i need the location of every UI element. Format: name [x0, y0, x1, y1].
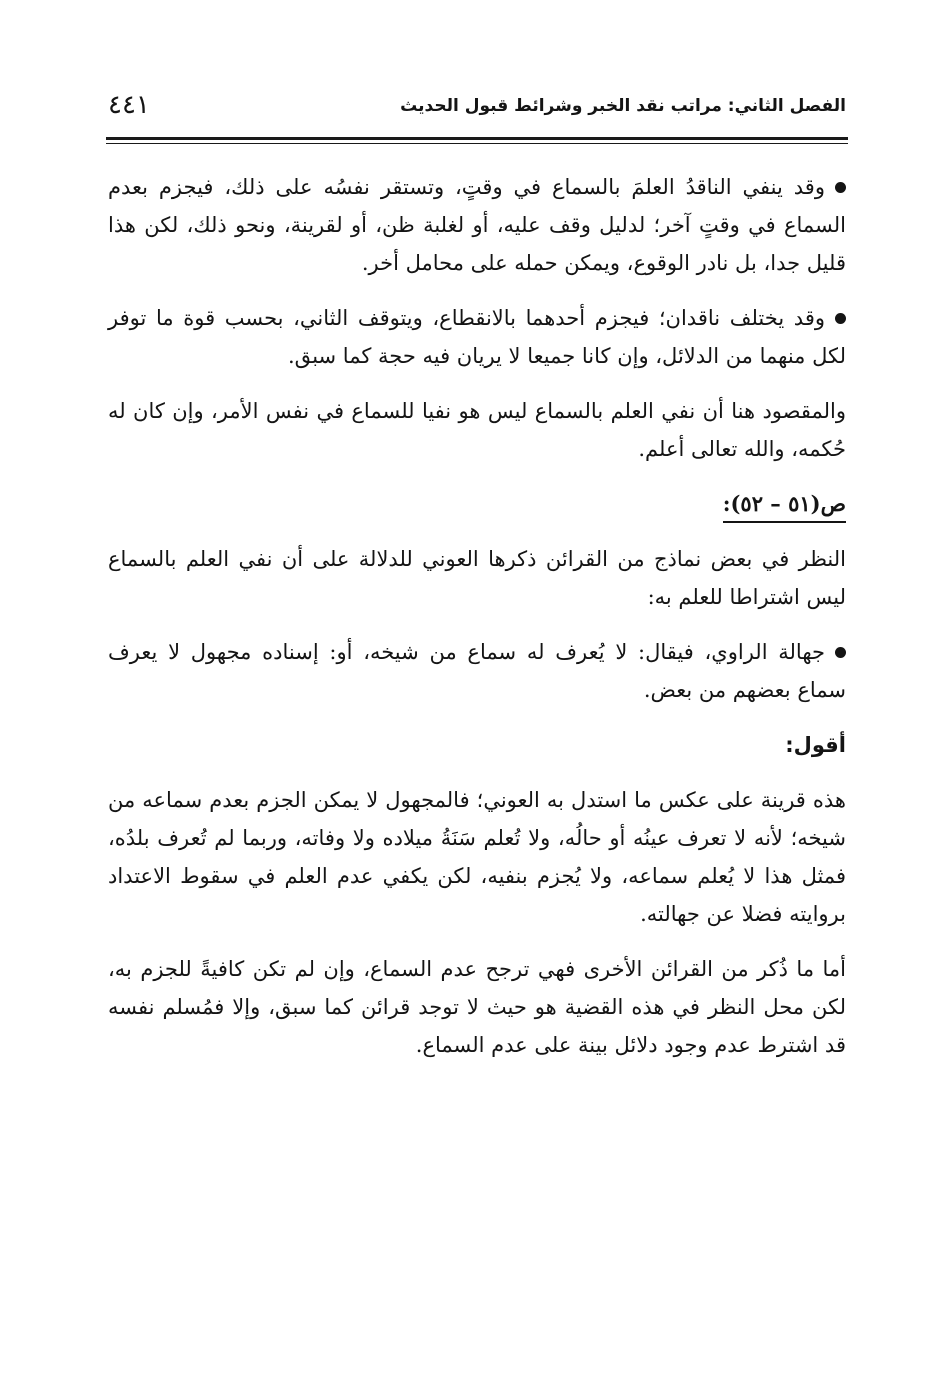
- bullet-icon: [835, 647, 846, 658]
- body-paragraph: والمقصود هنا أن نفي العلم بالسماع ليس هو نفيا للسماع في نفس الأمر، وإن كان له حُكمه، والله تعالى أعلم.: [108, 399, 846, 461]
- page-body: [108, 168, 846, 1081]
- body-paragraph: هذه قرينة على عكس ما استدل به العوني؛ فالمجهول لا يمكن الجزم بعدم سماعه من شيخه؛ لأنه لا تعرف عينُه أو حالُه، ولا تُعلم سَنَةُ ميلاده ولا وفاته، وربما لم تُعرف بلدُه، فمثل هذا لا يُعلم سماعه، ولا يُجزم بنفيه، لكن يكفي عدم العلم في سقوط الاعتداد بروايته فضلا عن جهالته.: [108, 788, 846, 926]
- body-paragraph: أما ما ذُكر من القرائن الأخرى فهي ترجح عدم السماع، وإن لم تكن كافيةً للجزم به، لكن محل النظر في هذه القضية هو حيث لا توجد قرائن كما سبق، وإلا فمُسلم نفسه قد اشترط عدم وجود دلائل بينة على عدم السماع.: [108, 957, 846, 1057]
- page-header: [108, 92, 846, 132]
- running-title: الفصل الثاني: مراتب نقد الخبر وشرائط قبول الحديث: [400, 96, 846, 116]
- bullet-text: جهالة الراوي، فيقال: لا يُعرف له سماع من شيخه، أو: إسناده مجهول لا يعرف سماع بعضهم من بعض.: [108, 640, 846, 702]
- bullet-text: وقد يختلف ناقدان؛ فيجزم أحدهما بالانقطاع، ويتوقف الثاني، بحسب قوة ما توفر لكل منهما من الدلائل، وإن كانا جميعا لا يريان فيه حجة كما سبق.: [108, 306, 846, 368]
- bullet-paragraph: [108, 168, 846, 282]
- header-rule-thick: [106, 137, 848, 140]
- header-rule-thin: [106, 143, 848, 144]
- bullet-icon: [835, 182, 846, 193]
- bullet-paragraph: [108, 299, 846, 375]
- section-reference: ص(٥١ – ٥٢):: [723, 487, 846, 523]
- section-heading: أقول:: [785, 733, 846, 757]
- bullet-icon: [835, 313, 846, 324]
- section-ref-wrapper: [108, 485, 846, 540]
- body-paragraph: النظر في بعض نماذج من القرائن ذكرها العوني للدلالة على أن نفي العلم بالسماع ليس اشتراطا للعلم به:: [108, 547, 846, 609]
- bullet-paragraph: [108, 633, 846, 709]
- bullet-text: وقد ينفي الناقدُ العلمَ بالسماع في وقتٍ، وتستقر نفسُه على ذلك، فيجزم بعدم السماع في وقتٍ آخر؛ لدليل وقف عليه، أو لغلبة ظن، أو لقرينة، ونحو ذلك، لكن هذا قليل جدا، بل نادر الوقوع، ويمكن حمله على محامل أخر.: [108, 175, 846, 275]
- page-number: ٤٤١: [108, 90, 150, 120]
